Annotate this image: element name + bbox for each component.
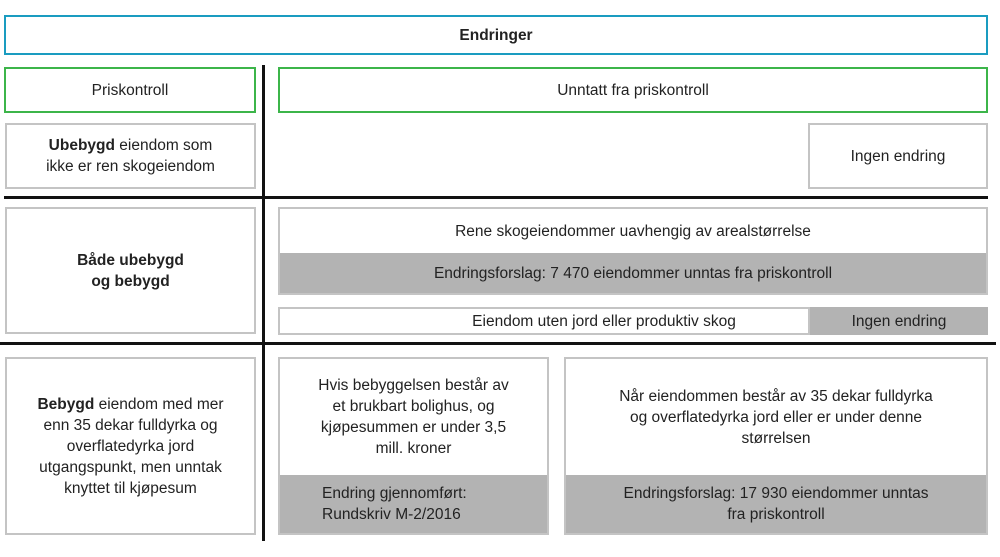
- bade-box: [5, 207, 256, 334]
- header-priskontroll: [4, 67, 256, 113]
- horizontal-divider-2: [0, 342, 996, 345]
- bade-line1: Både ubebygd: [77, 251, 184, 269]
- header-left-label: Priskontroll: [91, 81, 169, 99]
- horizontal-divider-1: [4, 196, 988, 199]
- bebygd-line2: enn 35 dekar fulldyrka og: [43, 416, 218, 434]
- no-soil-box: [278, 307, 810, 335]
- ingen-endring-box-1: [808, 123, 988, 189]
- dekar-line1: Når eiendommen består av 35 dekar fulldyrka: [619, 387, 933, 405]
- skog-box: [278, 207, 988, 295]
- dekar-line3: størrelsen: [741, 429, 811, 447]
- bolighus-line3: kjøpesummen er under 3,5: [320, 419, 507, 436]
- ingen-endring-label-1: Ingen endring: [850, 147, 946, 165]
- bolighus-line2: et brukbart bolighus, og: [332, 398, 495, 415]
- ingen-endring-label-2: Ingen endring: [851, 312, 947, 330]
- bebygd-box: [5, 357, 256, 535]
- ingen-endring-box-2: [810, 307, 988, 335]
- vertical-divider: [262, 65, 265, 541]
- dekar-line2: og overflatedyrka jord eller er under denne: [629, 408, 923, 426]
- ubebygd-line1: Ubebygd eiendom som: [48, 137, 213, 154]
- bolighus-status: [280, 475, 547, 533]
- bolighus-line4: mill. kroner: [375, 440, 452, 457]
- bebygd-line1: Bebygd eiendom med mer: [37, 395, 224, 413]
- bolighus-status-line1: Endring gjennomført:: [322, 485, 467, 502]
- dekar-status: [566, 475, 986, 533]
- title-box: [4, 15, 988, 55]
- bolighus-line1: Hvis bebyggelsen består av: [318, 377, 509, 394]
- title: Endringer: [459, 26, 533, 44]
- header-right-label: Unntatt fra priskontroll: [557, 81, 709, 99]
- bade-line2: og bebygd: [91, 272, 170, 290]
- bebygd-line3: overflatedyrka jord: [66, 437, 195, 455]
- header-unntatt: [278, 67, 988, 113]
- ubebygd-box: [5, 123, 256, 189]
- bolighus-status-line2: Rundskriv M-2/2016: [322, 506, 461, 523]
- bebygd-line5: knyttet til kjøpesum: [64, 479, 197, 497]
- skog-title: Rene skogeiendommer uavhengig av arealstørrelse: [455, 222, 811, 240]
- bolighus-box: [278, 357, 549, 535]
- bebygd-line4: utgangspunkt, men unntak: [39, 458, 222, 476]
- dekar-text: [566, 359, 986, 475]
- ubebygd-line2: ikke er ren skogeiendom: [46, 158, 215, 175]
- skog-proposal: Endringsforslag: 7 470 eiendommer unntas fra priskontroll: [280, 253, 986, 293]
- no-soil-label: Eiendom uten jord eller produktiv skog: [472, 312, 736, 330]
- dekar-status-line2: fra priskontroll: [727, 506, 825, 523]
- bolighus-text: [280, 359, 547, 475]
- dekar-status-line1: Endringsforslag: 17 930 eiendommer unntas: [623, 485, 929, 502]
- dekar-box: [564, 357, 988, 535]
